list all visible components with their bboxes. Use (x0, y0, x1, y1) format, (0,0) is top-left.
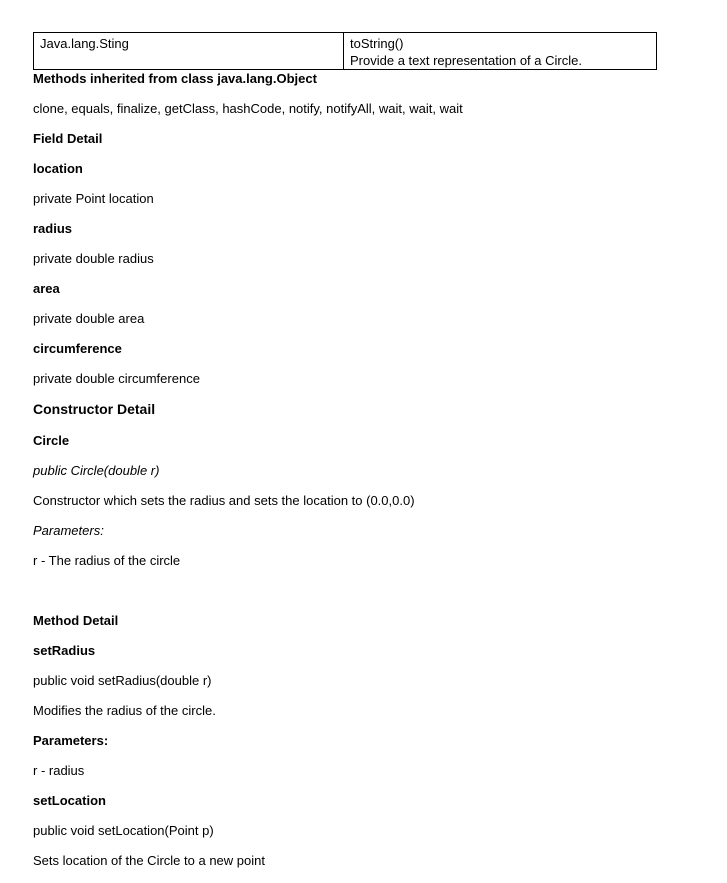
field-name-location: location (33, 161, 83, 176)
return-type-cell: Java.lang.Sting (34, 33, 344, 70)
method-detail-heading: Method Detail (33, 613, 119, 628)
constructor-params-label: Parameters: (33, 523, 104, 538)
inherited-methods-list: clone, equals, finalize, getClass, hashCode, notify, notifyAll, wait, wait, wait (33, 101, 463, 116)
method-description-setlocation: Sets location of the Circle to a new point (33, 853, 265, 868)
inherited-methods-heading: Methods inherited from class java.lang.Object (33, 71, 317, 86)
method-description-setradius: Modifies the radius of the circle. (33, 703, 216, 718)
field-signature-location: private Point location (33, 191, 154, 206)
method-param-setradius: r - radius (33, 763, 85, 778)
method-name-setradius: setRadius (33, 643, 96, 658)
table-row (34, 33, 657, 70)
constructor-signature: public Circle(double r) (33, 463, 160, 478)
method-cell (344, 33, 657, 70)
field-signature-radius: private double radius (33, 251, 154, 266)
field-name-radius: radius (33, 221, 73, 236)
method-summary-table (33, 32, 657, 70)
field-signature-circumference: private double circumference (33, 371, 200, 386)
field-name-area: area (33, 281, 60, 296)
method-name-setlocation: setLocation (33, 793, 106, 808)
method-description: Provide a text representation of a Circle. (350, 53, 582, 68)
field-signature-area: private double area (33, 311, 145, 326)
method-signature-setradius: public void setRadius(double r) (33, 673, 212, 688)
constructor-param: r - The radius of the circle (33, 553, 181, 568)
constructor-description: Constructor which sets the radius and sets the location to (0.0,0.0) (33, 493, 415, 508)
method-signature-setlocation: public void setLocation(Point p) (33, 823, 214, 838)
field-name-circumference: circumference (33, 341, 122, 356)
constructor-detail-heading: Constructor Detail (33, 401, 156, 417)
method-params-label-setradius: Parameters: (33, 733, 109, 748)
field-detail-heading: Field Detail (33, 131, 103, 146)
constructor-name: Circle (33, 433, 70, 448)
method-signature: toString() (350, 36, 404, 51)
